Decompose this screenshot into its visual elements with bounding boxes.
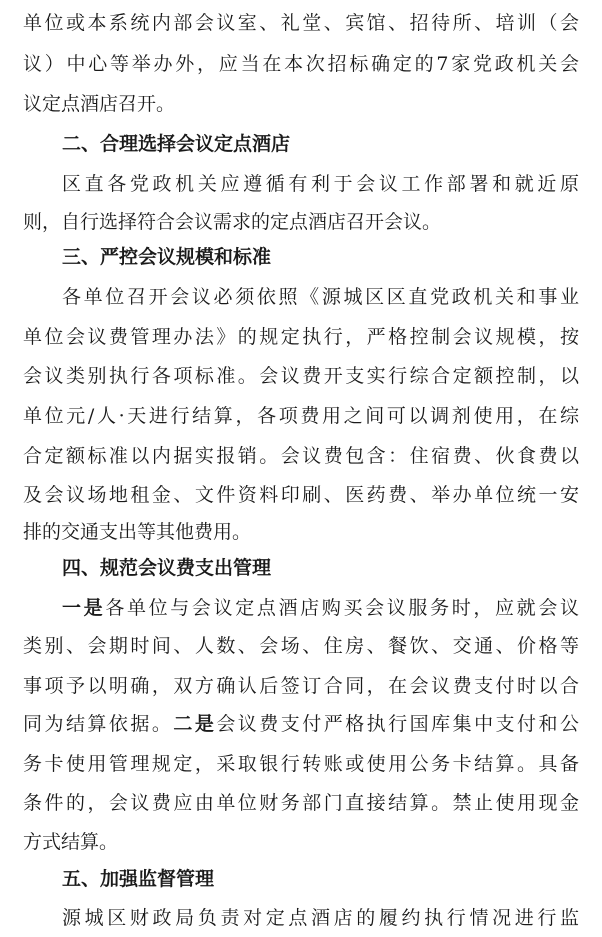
section-heading: 四、规范会议费支出管理 [62,557,272,579]
section-heading: 五、加强监督管理 [62,868,215,890]
bold-marker: 二是 [173,713,217,735]
section-heading: 二、合理选择会议定点酒店 [62,133,291,155]
paragraph-line: 单位元/人·天进行结算，各项费用之间可以调剂使用，在综 [23,405,579,427]
line-text: 会议费支付严格执行国库集中支付和公 [216,713,579,735]
paragraph-line: 区直各党政机关应遵循有利于会议工作部署和就近原 [62,173,579,195]
paragraph-line: 类别、会期时间、人数、会场、住房、餐饮、交通、价格等 [23,635,579,657]
paragraph-line: 则，自行选择符合会议需求的定点酒店召开会议。 [23,211,442,233]
bold-marker: 一是 [62,597,106,619]
paragraph-line: 及会议场地租金、文件资料印刷、医药费、举办单位统一安 [23,484,579,506]
paragraph-line: 源城区财政局负责对定点酒店的履约执行情况进行监 [62,907,579,929]
paragraph-line: 单位会议费管理办法》的规定执行，严格控制会议规模，按 [23,326,579,348]
paragraph-line: 合定额标准以内据实报销。会议费包含：住宿费、伙食费以 [23,445,579,467]
line-text: 各单位与会议定点酒店购买会议服务时，应就会议 [105,597,579,619]
paragraph-line: 条件的，会议费应由单位财务部门直接结算。禁止使用现金 [23,792,579,814]
paragraph-line: 排的交通支出等其他费用。 [23,521,252,543]
paragraph-line: 务卡使用管理规定，采取银行转账或使用公务卡结算。具备 [23,753,579,775]
paragraph-line: 议定点酒店召开。 [23,93,176,115]
paragraph-line: 会议类别执行各项标准。会议费开支实行综合定额控制，以 [23,365,579,387]
paragraph-line [23,705,579,743]
paragraph-line: 方式结算。 [23,831,119,853]
paragraph-line: 单位或本系统内部会议室、礼堂、宾馆、招待所、培训（会 [23,12,579,34]
paragraph-line [62,589,579,627]
paragraph-line: 事项予以明确，双方确认后签订合同，在会议费支付时以合 [23,675,579,697]
section-heading: 三、严控会议规模和标准 [62,246,272,268]
line-text: 同为结算依据。 [23,713,174,735]
paragraph-line: 各单位召开会议必须依照《源城区区直党政机关和事业 [62,286,579,308]
paragraph-line: 议）中心等举办外，应当在本次招标确定的7家党政机关会 [23,53,579,75]
